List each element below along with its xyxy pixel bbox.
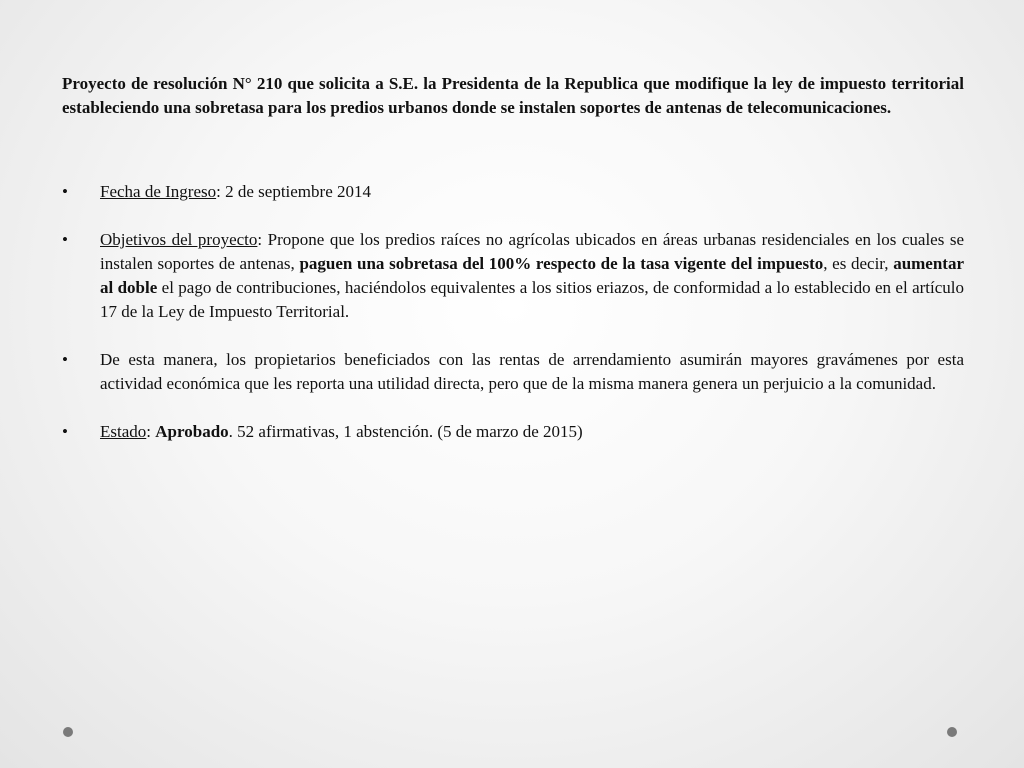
- estado-detail: . 52 afirmativas, 1 abstención. (5 de marzo de 2015): [228, 422, 583, 441]
- estado-label: Estado: [100, 422, 147, 441]
- fecha-value: 2 de septiembre 2014: [225, 182, 371, 201]
- objetivos-text-3: el pago de contribuciones, haciéndolos equivalentes a los sitios eriazos, de conformidad a lo establecido en el artículo 17 de la Ley de Impuesto Territorial.: [100, 278, 964, 321]
- objetivos-text-2: , es decir,: [823, 254, 894, 273]
- bullet-icon: •: [62, 350, 68, 369]
- resolution-title: Proyecto de resolución N° 210 que solicita a S.E. la Presidenta de la Republica que modifique la ley de impuesto territorial estableciendo una sobretasa para los predios urbanos donde se instalen soportes de antenas de telecomunicaciones.: [62, 74, 964, 117]
- objetivos-text-1: Propone que los predios raíces no agrícolas ubicados en áreas urbanas residenciales en los cuales se instalen soportes de antenas,: [100, 230, 965, 273]
- bullet-estado: [62, 420, 964, 444]
- fecha-label: Fecha de Ingreso: [100, 182, 217, 201]
- bullet-icon: •: [62, 422, 68, 441]
- decorative-dot-right-icon: [947, 727, 957, 737]
- bullet-icon: •: [62, 230, 68, 249]
- bullet-icon: •: [62, 182, 68, 201]
- objetivos-bold-2: aumentar al doble: [100, 254, 965, 297]
- estado-separator: :: [146, 422, 156, 441]
- bullet-list: [62, 180, 964, 468]
- consecuencia-text: De esta manera, los propietarios beneficiados con las rentas de arrendamiento asumirán mayores gravámenes por esta actividad económica que les reporta una utilidad directa, pero que de la misma manera genera un perjuicio a la comunidad.: [100, 350, 964, 393]
- estado-value: Aprobado: [155, 422, 229, 441]
- bullet-consecuencia: [62, 348, 964, 396]
- objetivos-bold-1: paguen una sobretasa del 100% respecto de la tasa vigente del impuesto: [299, 254, 824, 273]
- fecha-separator: :: [216, 182, 226, 201]
- objetivos-label: Objetivos del proyecto: [100, 230, 258, 249]
- bullet-objetivos: [62, 228, 964, 324]
- bullet-fecha-ingreso: [62, 180, 964, 204]
- decorative-dot-left-icon: [63, 727, 73, 737]
- objetivos-separator: :: [257, 230, 268, 249]
